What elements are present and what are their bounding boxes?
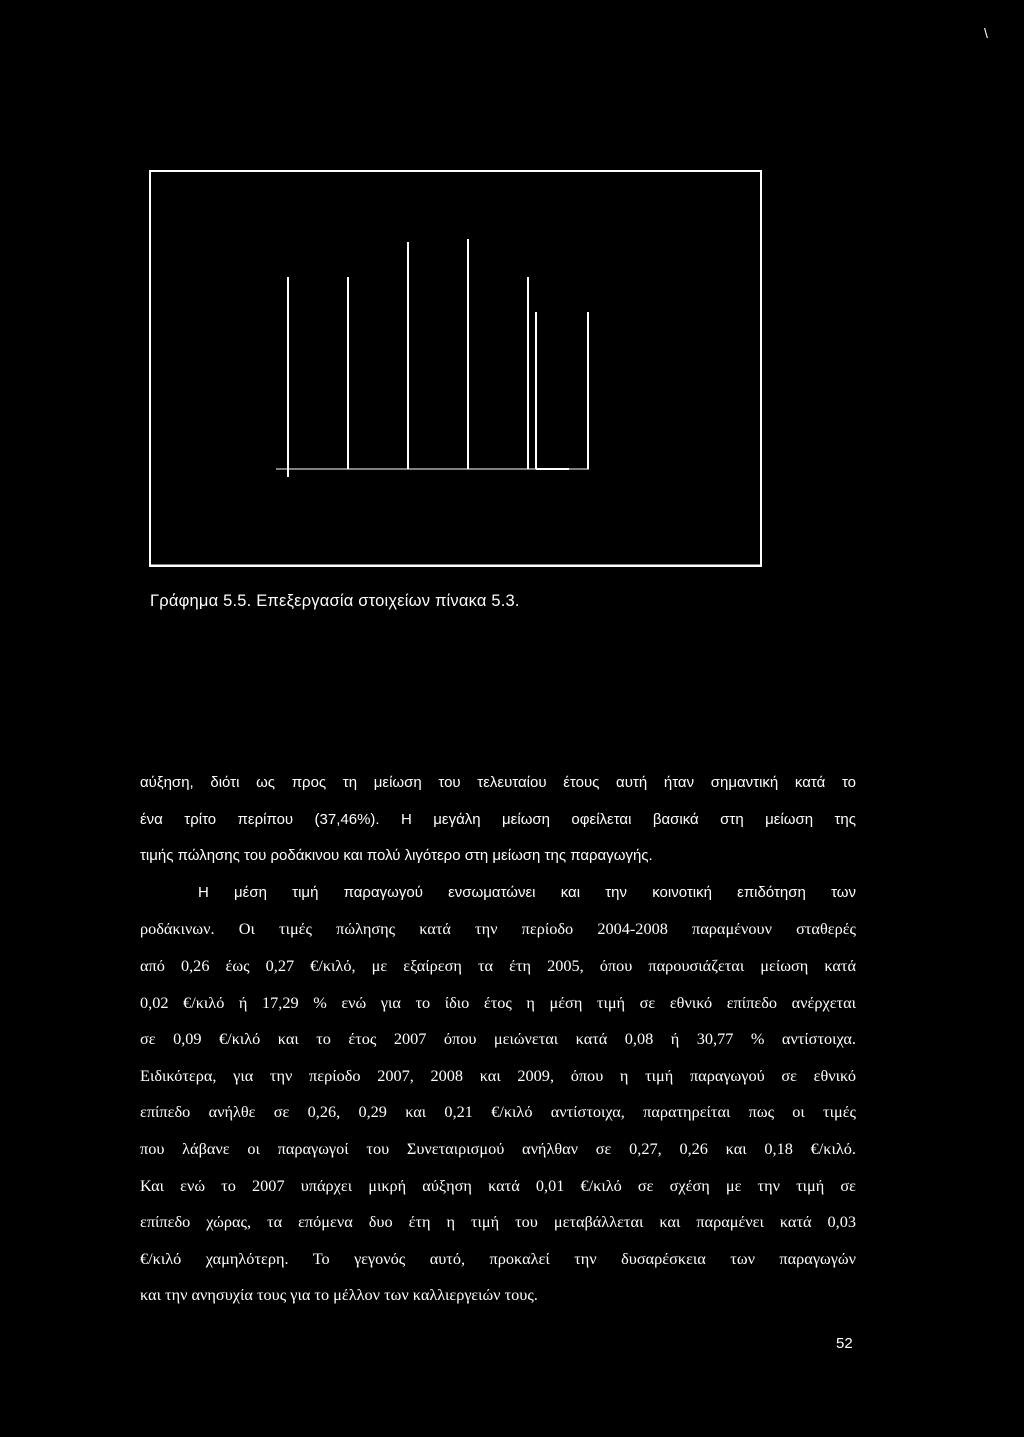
text-line: από 0,26 έως 0,27 €/κιλό, με εξαίρεση τα έτη 2005, όπου παρουσιάζεται μείωση κατά — [140, 955, 856, 975]
text-line: ένα τρίτο περίπου (37,46%). Η μεγάλη μείωση οφείλεται βασικά στη μείωση της — [140, 810, 856, 828]
text-line: Και ενώ το 2007 υπάρχει μικρή αύξηση κατά 0,01 €/κιλό σε σχέση με την τιμή σε — [140, 1175, 856, 1195]
page-number: 52 — [836, 1335, 853, 1352]
text-line: αύξηση, διότι ως προς τη μείωση του τελευταίου έτους αυτή ήταν σημαντική κατά το — [140, 774, 856, 791]
figure-chart-frame — [149, 170, 762, 567]
text-line: Ειδικότερα, για την περίοδο 2007, 2008 και 2009, όπου η τιμή παραγωγού σε εθνικό — [140, 1065, 856, 1085]
corner-mark: \ — [984, 25, 988, 41]
text-line: σε 0,09 €/κιλό και το έτος 2007 όπου μειώνεται κατά 0,08 ή 30,77 % αντίστοιχα. — [140, 1029, 856, 1049]
text-line: τιμής πώλησης του ροδάκινου και πολύ λιγότερο στη μείωση της παραγωγής. — [140, 847, 653, 865]
text-line: ροδάκινων. Οι τιμές πώλησης κατά την περίοδο 2004-2008 παραμένουν σταθερές — [140, 919, 856, 939]
text-line: επίπεδο χώρας, τα επόμενα δυο έτη η τιμή του μεταβάλλεται και παραμένει κατά 0,03 — [140, 1212, 856, 1232]
text-line: Η μέση τιμή παραγωγού ενσωματώνει και την κοινοτική επιδότηση των — [198, 883, 856, 901]
text-line: €/κιλό χαμηλότερη. Το γεγονός αυτό, προκαλεί την δυσαρέσκεια των παραγωγών — [140, 1248, 856, 1268]
text-line: επίπεδο ανήλθε σε 0,26, 0,29 και 0,21 €/κιλό αντίστοιχα, παρατηρείται πως οι τιμές — [140, 1102, 856, 1122]
text-line: που λάβανε οι παραγωγοί του Συνεταιρισμού ανήλθαν σε 0,27, 0,26 και 0,18 €/κιλό. — [140, 1138, 856, 1158]
figure-caption: Γράφημα 5.5. Επεξεργασία στοιχείων πίνακα 5.3. — [150, 592, 520, 610]
bar-chart-graphic — [151, 172, 764, 569]
body-paragraph — [140, 765, 856, 1314]
text-line: και την ανησυχία τους για το μέλλον των καλλιεργειών τους. — [140, 1285, 538, 1305]
text-line: 0,02 €/κιλό ή 17,29 % ενώ για το ίδιο έτος η μέση τιμή σε εθνικό επίπεδο ανέρχεται — [140, 992, 856, 1012]
